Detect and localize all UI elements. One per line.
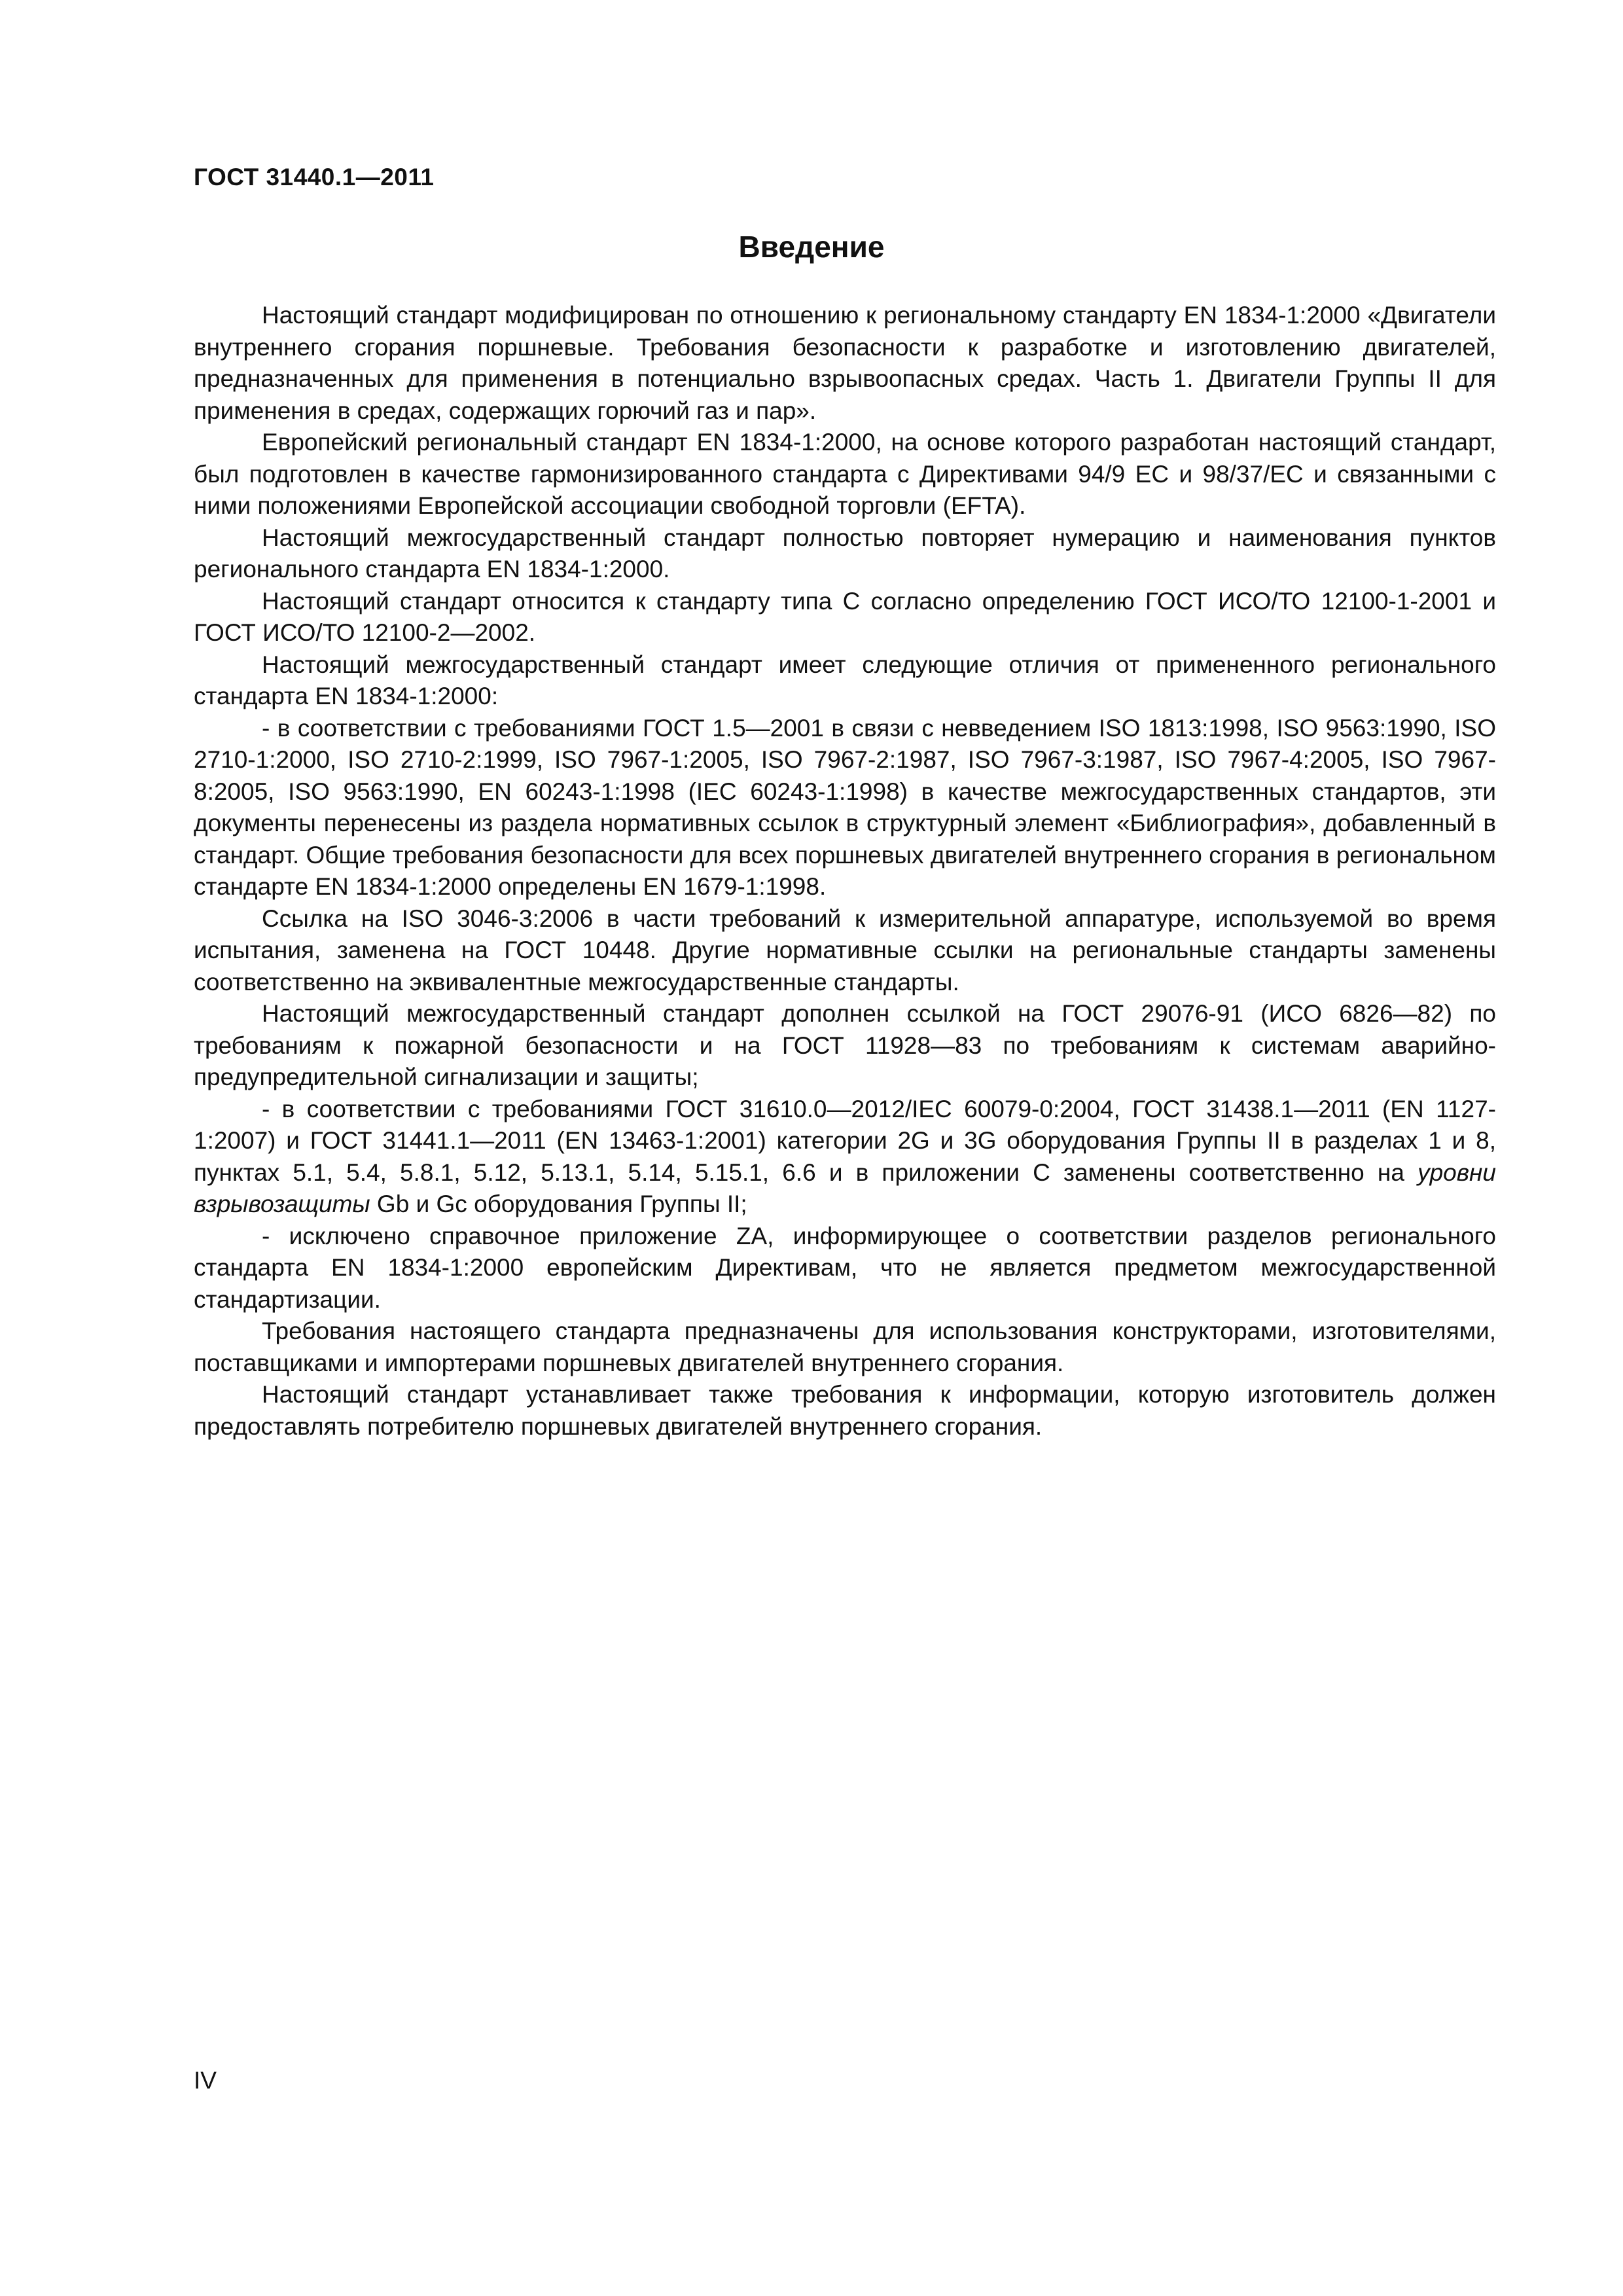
protection-levels-text-after: Gb и Gc оборудования Группы II; [370,1191,747,1217]
paragraph-intended-users: Требования настоящего стандарта предназначены для использования конструкторами, изготовителями, поставщиками и импортерами поршневых двигателей внутреннего сгорания. [194,1318,1496,1376]
paragraph-annex-za: - исключено справочное приложение ZA, информирующее о соответствии разделов регионального стандарта EN 1834-1:2000 европейским Директивам, что не является предметом межгосударственной стандартизации. [194,1222,1496,1313]
introduction-body [194,300,1496,1443]
paragraph-modification: Настоящий стандарт модифицирован по отношению к региональному стандарту EN 1834-1:2000 «Двигатели внутреннего сгорания поршневые. Требования безопасности к разработке и изготовлению двигателей, предназначенных для применения в потенциально взрывоопасных средах. Часть 1. Двигатели Группы II для применения в средах, содержащих горючий газ и пар». [194,302,1496,424]
paragraph-fire-safety: Настоящий межгосударственный стандарт дополнен ссылкой на ГОСТ 29076-91 (ИСО 6826—82) по требованиям к пожарной безопасности и на ГОСТ 11928—83 по требованиям к системам аварийно-предупредительной сигнализации и защиты; [194,1000,1496,1090]
page-number: IV [194,2067,217,2094]
document-code: ГОСТ 31440.1—2011 [194,164,435,190]
paragraph-bibliography: - в соответствии с требованиями ГОСТ 1.5—2001 в связи с невведением ISO 1813:1998, ISO 9563:1990, ISO 2710-1:2000, ISO 2710-2:1999, ISO 7967-1:2005, ISO 7967-2:1987, ISO 7967-3:1987, ISO 7967-4:2005, ISO 7967-8:2005, ISO 9563:1990, EN 60243-1:1998 (IEC 60243-1:1998) в качестве межгосударственных стандартов, эти документы перенесены из раздела нормативных ссылок в структурный элемент «Библиография», добавленный в стандарт. Общие требования безопасности для всех поршневых двигателей внутреннего сгорания в региональном стандарте EN 1834-1:2000 определены EN 1679-1:1998. [194,714,1496,900]
paragraph-information: Настоящий стандарт устанавливает также требования к информации, которую изготовитель должен предоставлять потребителю поршневых двигателей внутреннего сгорания. [194,1381,1496,1440]
protection-levels-italic: уровни взрывозащиты [194,1158,1496,1217]
paragraph-numbering: Настоящий межгосударственный стандарт полностью повторяет нумерацию и наименования пунктов регионального стандарта EN 1834-1:2000. [194,524,1496,583]
section-title: Введение [738,230,885,264]
paragraph-protection-levels [194,1094,1496,1221]
paragraph-european-standard: Европейский региональный стандарт EN 1834-1:2000, на основе которого разработан настоящий стандарт, был подготовлен в качестве гармонизированного стандарта с Директивами 94/9 ЕС и 98/37/ЕС и связанными с ними положениями Европейской ассоциации свободной торговли (EFTA). [194,429,1496,519]
paragraph-differences: Настоящий межгосударственный стандарт имеет следующие отличия от примененного регионального стандарта EN 1834-1:2000: [194,651,1496,709]
protection-levels-text-before: - в соответствии с требованиями ГОСТ 31610.0—2012/IEC 60079-0:2004, ГОСТ 31438.1—2011 (EN 1127-1:2007) и ГОСТ 31441.1—2011 (EN 13463-1:2001) категории 2G и 3G оборудования Группы II в разделах 1 и 8, пунктах 5.1, 5.4, 5.8.1, 5.12, 5.13.1, 5.14, 5.15.1, 6.6 и в приложении С заменены соответственно на [194,1095,1496,1186]
paragraph-standard-type: Настоящий стандарт относится к стандарту типа С согласно определению ГОСТ ИСО/ТО 12100-1-2001 и ГОСТ ИСО/ТО 12100-2—2002. [194,587,1496,646]
paragraph-references: Ссылка на ISO 3046-3:2006 в части требований к измерительной аппаратуре, используемой во время испытания, заменена на ГОСТ 10448. Другие нормативные ссылки на региональные стандарты заменены соответственно на эквивалентные межгосударственные стандарты. [194,905,1496,996]
